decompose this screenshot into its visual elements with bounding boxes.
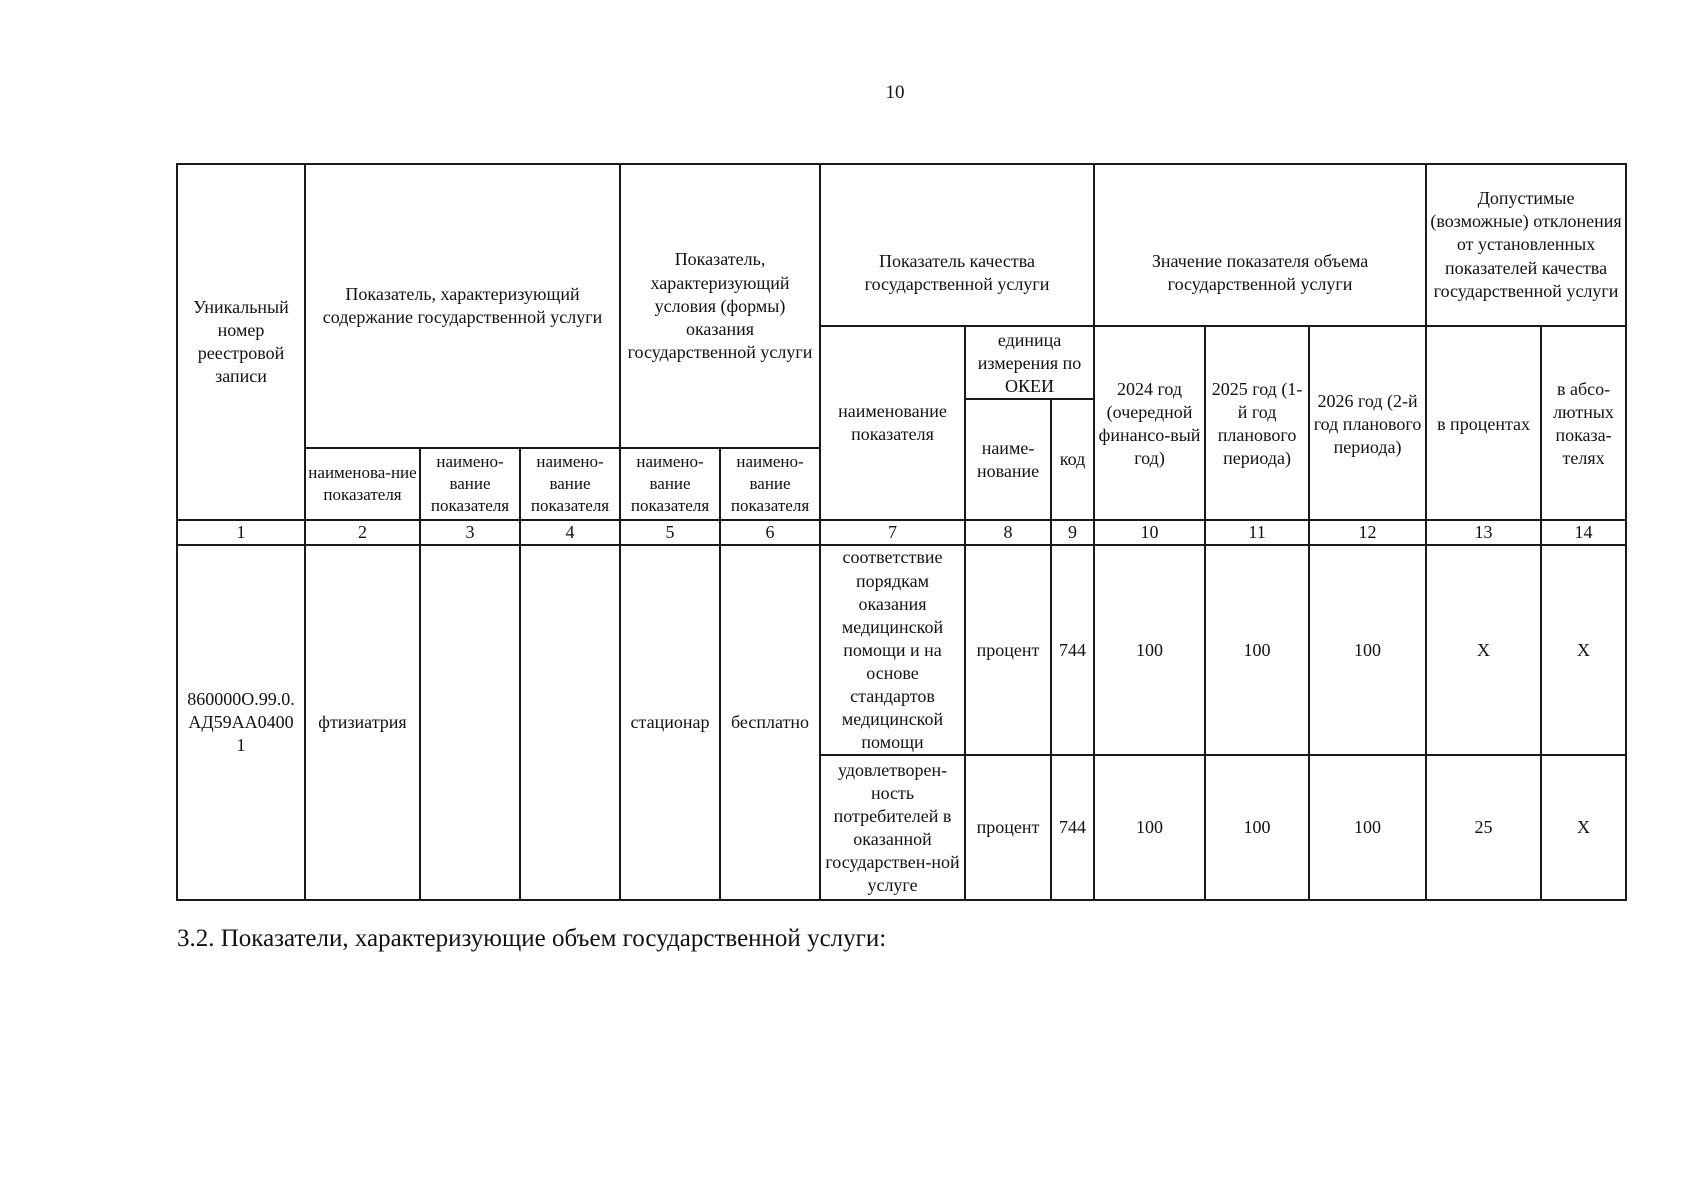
section-heading: 3.2. Показатели, характеризующие объем государственной услуги: — [177, 925, 887, 952]
column-number: 5 — [620, 520, 720, 545]
column-number: 10 — [1094, 520, 1205, 545]
column-number: 3 — [420, 520, 520, 545]
column-number: 9 — [1051, 520, 1094, 545]
column-number: 11 — [1205, 520, 1309, 545]
column-number: 14 — [1541, 520, 1626, 545]
record-unique-number: 860000О.99.0.АД59АА04001 — [177, 545, 305, 900]
header-indicator-name: наименование показателя — [820, 326, 965, 520]
column-number: 8 — [965, 520, 1051, 545]
header-content-group: Показатель, характеризующий содержание государственной услуги — [305, 164, 620, 448]
column-number: 1 — [177, 520, 305, 545]
header-sub-name-1: наименова-ние показателя — [305, 448, 420, 520]
row-value-2024: 100 — [1094, 545, 1205, 755]
header-sub-name-2: наимено-вание показателя — [420, 448, 520, 520]
header-unit-code: код — [1051, 399, 1094, 520]
column-number-row — [177, 520, 1626, 545]
header-year-2024: 2024 год (очередной финансо-вый год) — [1094, 326, 1205, 520]
header-deviation-group: Допустимые (возможные) отклонения от установленных показателей качества государственной услуги — [1426, 164, 1626, 326]
column-number: 2 — [305, 520, 420, 545]
header-sub-name-3: наимено-вание показателя — [520, 448, 620, 520]
quality-indicators-table — [176, 163, 1627, 901]
header-conditions-group: Показатель, характеризующий условия (формы) оказания государственной услуги — [620, 164, 820, 448]
header-percent: в процентах — [1426, 326, 1541, 520]
header-sub-name-4: наимено-вание показателя — [620, 448, 720, 520]
header-absolute: в абсо-лютных показа-телях — [1541, 326, 1626, 520]
row-deviation-absolute: X — [1541, 545, 1626, 755]
record-condition-1: стационар — [620, 545, 720, 900]
row-value-2026: 100 — [1309, 545, 1426, 755]
record-condition-2: бесплатно — [720, 545, 820, 900]
header-year-2025: 2025 год (1-й год планового периода) — [1205, 326, 1309, 520]
header-sub-name-5: наимено-вание показателя — [720, 448, 820, 520]
row-deviation-percent: X — [1426, 545, 1541, 755]
column-number: 4 — [520, 520, 620, 545]
row-value-2026: 100 — [1309, 755, 1426, 900]
row-value-2025: 100 — [1205, 755, 1309, 900]
record-content-3 — [520, 545, 620, 900]
row-deviation-absolute: X — [1541, 755, 1626, 900]
row-unit-code: 744 — [1051, 545, 1094, 755]
row-indicator: соответствие порядкам оказания медицинской помощи и на основе стандартов медицинской помощи — [820, 545, 965, 755]
row-value-2024: 100 — [1094, 755, 1205, 900]
column-number: 7 — [820, 520, 965, 545]
row-deviation-percent: 25 — [1426, 755, 1541, 900]
header-unit-name: наиме-нование — [965, 399, 1051, 520]
row-unit-name: процент — [965, 545, 1051, 755]
row-indicator: удовлетворен-ность потребителей в оказанной государствен-ной услуге — [820, 755, 965, 900]
header-volume-group: Значение показателя объема государственной услуги — [1094, 164, 1426, 326]
column-number: 12 — [1309, 520, 1426, 545]
record-content-2 — [420, 545, 520, 900]
column-number: 6 — [720, 520, 820, 545]
header-unit-okei: единица измерения по ОКЕИ — [965, 326, 1094, 399]
header-unique-number: Уникальный номер реестровой записи — [177, 164, 305, 520]
row-unit-name: процент — [965, 755, 1051, 900]
row-value-2025: 100 — [1205, 545, 1309, 755]
column-number: 13 — [1426, 520, 1541, 545]
page-number: 10 — [885, 82, 905, 103]
header-quality-group: Показатель качества государственной услуги — [820, 164, 1094, 326]
row-unit-code: 744 — [1051, 755, 1094, 900]
record-content-1: фтизиатрия — [305, 545, 420, 900]
header-year-2026: 2026 год (2-й год планового периода) — [1309, 326, 1426, 520]
table-row — [177, 545, 1626, 755]
